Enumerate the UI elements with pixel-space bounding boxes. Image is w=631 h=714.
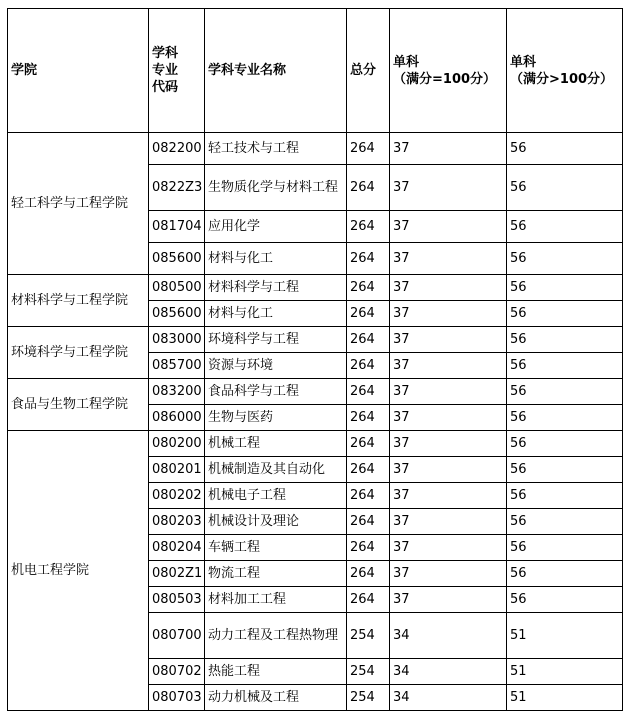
total-cell: 264	[347, 457, 390, 483]
single-over-100-cell: 56	[507, 483, 623, 509]
single-100-cell: 37	[390, 405, 507, 431]
code-cell: 080503	[149, 587, 205, 613]
single-over-100-cell: 56	[507, 243, 623, 275]
single-over-100-cell: 56	[507, 509, 623, 535]
single-over-100-cell: 56	[507, 379, 623, 405]
single-100-cell: 37	[390, 133, 507, 165]
single-over-100-cell: 51	[507, 685, 623, 711]
single-over-100-cell: 56	[507, 133, 623, 165]
header-name: 学科专业名称	[205, 9, 347, 133]
single-100-cell: 37	[390, 165, 507, 211]
name-cell: 机械设计及理论	[205, 509, 347, 535]
code-cell: 080202	[149, 483, 205, 509]
college-cell: 机电工程学院	[8, 431, 149, 711]
total-cell: 264	[347, 211, 390, 243]
single-over-100-cell: 56	[507, 535, 623, 561]
name-cell: 物流工程	[205, 561, 347, 587]
table-row	[8, 379, 623, 405]
name-cell: 材料与化工	[205, 301, 347, 327]
single-100-cell: 34	[390, 613, 507, 659]
table-row	[8, 133, 623, 165]
total-cell: 264	[347, 165, 390, 211]
single-over-100-cell: 56	[507, 561, 623, 587]
total-cell: 264	[347, 405, 390, 431]
college-cell: 环境科学与工程学院	[8, 327, 149, 379]
name-cell: 机械制造及其自动化	[205, 457, 347, 483]
code-cell: 080702	[149, 659, 205, 685]
name-cell: 材料科学与工程	[205, 275, 347, 301]
header-college: 学院	[8, 9, 149, 133]
single-100-cell: 34	[390, 685, 507, 711]
name-cell: 应用化学	[205, 211, 347, 243]
single-over-100-cell: 56	[507, 301, 623, 327]
total-cell: 264	[347, 133, 390, 165]
code-cell: 080700	[149, 613, 205, 659]
single-100-cell: 37	[390, 301, 507, 327]
single-100-cell: 37	[390, 457, 507, 483]
total-cell: 264	[347, 301, 390, 327]
name-cell: 车辆工程	[205, 535, 347, 561]
name-cell: 机械工程	[205, 431, 347, 457]
single-100-cell: 37	[390, 379, 507, 405]
code-cell: 086000	[149, 405, 205, 431]
name-cell: 动力工程及工程热物理	[205, 613, 347, 659]
total-cell: 264	[347, 431, 390, 457]
name-cell: 机械电子工程	[205, 483, 347, 509]
single-100-cell: 37	[390, 535, 507, 561]
single-over-100-cell: 56	[507, 327, 623, 353]
single-over-100-cell: 56	[507, 275, 623, 301]
single-100-cell: 34	[390, 659, 507, 685]
total-cell: 254	[347, 613, 390, 659]
code-cell: 085600	[149, 301, 205, 327]
single-100-cell: 37	[390, 561, 507, 587]
total-cell: 254	[347, 685, 390, 711]
single-100-cell: 37	[390, 509, 507, 535]
header-single-100: 单科 （满分=100分）	[390, 9, 507, 133]
total-cell: 264	[347, 483, 390, 509]
code-cell: 080204	[149, 535, 205, 561]
score-table	[7, 8, 623, 711]
total-cell: 264	[347, 243, 390, 275]
code-cell: 082200	[149, 133, 205, 165]
single-over-100-cell: 56	[507, 405, 623, 431]
single-100-cell: 37	[390, 483, 507, 509]
single-over-100-cell: 56	[507, 165, 623, 211]
total-cell: 264	[347, 379, 390, 405]
name-cell: 资源与环境	[205, 353, 347, 379]
name-cell: 生物质化学与材料工程	[205, 165, 347, 211]
header-code: 学科 专业 代码	[149, 9, 205, 133]
single-100-cell: 37	[390, 211, 507, 243]
single-over-100-cell: 56	[507, 457, 623, 483]
name-cell: 环境科学与工程	[205, 327, 347, 353]
single-over-100-cell: 56	[507, 353, 623, 379]
code-cell: 083200	[149, 379, 205, 405]
table-row	[8, 275, 623, 301]
single-100-cell: 37	[390, 327, 507, 353]
college-cell: 轻工科学与工程学院	[8, 133, 149, 275]
code-cell: 080703	[149, 685, 205, 711]
college-cell: 材料科学与工程学院	[8, 275, 149, 327]
code-cell: 080201	[149, 457, 205, 483]
name-cell: 食品科学与工程	[205, 379, 347, 405]
total-cell: 264	[347, 327, 390, 353]
name-cell: 材料与化工	[205, 243, 347, 275]
name-cell: 材料加工工程	[205, 587, 347, 613]
code-cell: 085700	[149, 353, 205, 379]
code-cell: 080203	[149, 509, 205, 535]
total-cell: 264	[347, 587, 390, 613]
single-100-cell: 37	[390, 243, 507, 275]
code-cell: 085600	[149, 243, 205, 275]
single-over-100-cell: 56	[507, 431, 623, 457]
single-over-100-cell: 56	[507, 211, 623, 243]
code-cell: 080200	[149, 431, 205, 457]
name-cell: 热能工程	[205, 659, 347, 685]
table-row	[8, 327, 623, 353]
header-single-over-100: 单科 （满分>100分）	[507, 9, 623, 133]
name-cell: 动力机械及工程	[205, 685, 347, 711]
single-100-cell: 37	[390, 431, 507, 457]
total-cell: 264	[347, 353, 390, 379]
single-100-cell: 37	[390, 587, 507, 613]
college-cell: 食品与生物工程学院	[8, 379, 149, 431]
code-cell: 083000	[149, 327, 205, 353]
code-cell: 081704	[149, 211, 205, 243]
total-cell: 264	[347, 535, 390, 561]
total-cell: 264	[347, 509, 390, 535]
header-total: 总分	[347, 9, 390, 133]
code-cell: 080500	[149, 275, 205, 301]
header-row	[8, 9, 623, 133]
name-cell: 轻工技术与工程	[205, 133, 347, 165]
single-over-100-cell: 51	[507, 659, 623, 685]
total-cell: 264	[347, 561, 390, 587]
total-cell: 254	[347, 659, 390, 685]
code-cell: 0802Z1	[149, 561, 205, 587]
single-over-100-cell: 56	[507, 587, 623, 613]
total-cell: 264	[347, 275, 390, 301]
single-100-cell: 37	[390, 353, 507, 379]
name-cell: 生物与医药	[205, 405, 347, 431]
code-cell: 0822Z3	[149, 165, 205, 211]
single-100-cell: 37	[390, 275, 507, 301]
table-row	[8, 431, 623, 457]
single-over-100-cell: 51	[507, 613, 623, 659]
